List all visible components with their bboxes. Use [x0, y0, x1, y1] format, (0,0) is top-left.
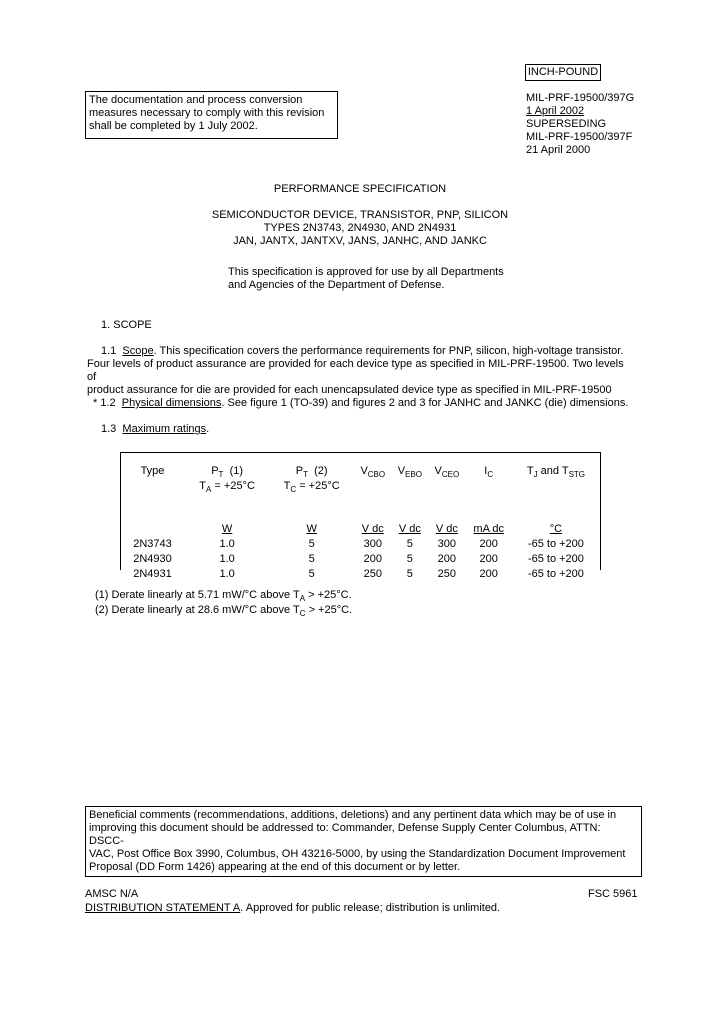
table-cell: 5	[406, 538, 413, 550]
comments-line: VAC, Post Office Box 3990, Columbus, OH 43216-5000, by using the Standardization Document Improvement	[89, 848, 626, 860]
title-block	[160, 183, 560, 248]
table-cell: 5	[308, 553, 315, 565]
superseded-document-date: 21 April 2000	[526, 144, 591, 156]
distribution-text: . Approved for public release; distribution is unlimited.	[240, 902, 501, 914]
unit-cell: °C	[549, 523, 563, 535]
table-cell: -65 to +200	[527, 553, 584, 565]
paragraph-text: . This specification covers the performance requirements for PNP, silicon, high-voltage transistor.	[153, 345, 624, 357]
fsc-label: FSC 5961	[588, 888, 638, 900]
paragraph-text: Four levels of product assurance are provided for each device type as specified in MIL-PRF-19500. Two levels of	[87, 358, 624, 383]
table-cell: 5	[406, 553, 413, 565]
superseded-document-number: MIL-PRF-19500/397F	[526, 131, 633, 143]
header-pt1: $P_T$ (1) $T_A = +25^\circ C$	[199, 465, 255, 494]
table-cell: 200	[363, 553, 382, 565]
unit-cell: mA dc	[473, 523, 504, 535]
conversion-note-line: measures necessary to comply with this revision	[89, 107, 325, 119]
document-number: MIL-PRF-19500/397G	[526, 92, 635, 104]
distribution-statement	[85, 902, 500, 915]
paragraph-number: 1.3	[101, 423, 117, 435]
header-type: Type	[140, 465, 165, 477]
paragraph-text: product assurance for die are provided for each unencapsulated device type as specified in MIL-PRF-19500	[87, 384, 612, 396]
table-row	[120, 552, 600, 567]
unit-cell: V dc	[361, 523, 384, 535]
comments-line: improving this document should be addressed to: Commander, Defense Supply Center Columbus, ATTN: DSCC-	[89, 822, 601, 847]
spec-type-title: PERFORMANCE SPECIFICATION	[273, 183, 447, 195]
table-cell: 250	[437, 568, 457, 580]
header-vebo: $V_{EBO}$	[397, 465, 422, 479]
table-cell: 2N4931	[133, 568, 172, 580]
table-units-row	[120, 502, 600, 537]
table-right-border	[600, 452, 601, 570]
document-identifier-block	[526, 92, 686, 157]
paragraph-title: Maximum ratings	[122, 423, 207, 435]
paragraph-1-3	[101, 423, 209, 436]
table-footnotes	[95, 588, 495, 618]
conversion-note-box	[85, 91, 338, 139]
conversion-note-line: The documentation and process conversion	[89, 94, 303, 106]
table-cell: 1.0	[219, 538, 235, 550]
table-cell: 200	[479, 538, 498, 550]
table-cell: 200	[437, 553, 457, 565]
table-cell: 5	[308, 538, 315, 550]
approval-line: This specification is approved for use by all Departments	[228, 266, 504, 278]
header-vcbo: $V_{CBO}$	[360, 465, 386, 479]
paragraph-number: * 1.2	[93, 397, 116, 409]
comments-line: Beneficial comments (recommendations, additions, deletions) and any pertinent data which may be of use in	[89, 809, 617, 821]
conversion-note-line: shall be completed by 1 July 2002.	[89, 120, 258, 132]
paragraph-title: Physical dimensions	[121, 397, 222, 409]
table-header-row	[120, 453, 600, 503]
document-date: 1 April 2002	[526, 105, 585, 117]
table-cell: 200	[479, 568, 498, 580]
table-cell: 1.0	[219, 553, 235, 565]
table-cell: 2N4930	[133, 553, 172, 565]
section-heading-scope: 1. SCOPE	[101, 319, 152, 331]
footnote-2: (2) Derate linearly at 28.6 mW/°C above $T_C > +25^\circ C$.	[95, 604, 353, 618]
distribution-title: DISTRIBUTION STATEMENT A	[85, 902, 241, 914]
maximum-ratings-table	[120, 452, 600, 582]
table-cell: 250	[363, 568, 382, 580]
table-cell: 300	[363, 538, 382, 550]
table-row	[120, 567, 600, 582]
paragraph-text: .	[206, 423, 210, 435]
paragraph-text: . See figure 1 (TO-39) and figures 2 and 3 for JANHC and JANKC (die) dimensions.	[221, 397, 629, 409]
header-ic: $I_C$	[484, 465, 494, 479]
paragraph-1-1	[87, 345, 627, 397]
header-pt2: $P_T$ (2) $T_C = +25^\circ C$	[283, 465, 340, 494]
paragraph-title: Scope	[122, 345, 154, 357]
unit-cell: V dc	[398, 523, 421, 535]
approval-line: and Agencies of the Department of Defense.	[228, 279, 445, 291]
comments-line: Proposal (DD Form 1426) appearing at the end of this document or by letter.	[89, 861, 461, 873]
device-types-line: TYPES 2N3743, 2N4930, AND 2N4931	[263, 222, 457, 234]
unit-cell: V dc	[435, 523, 458, 535]
table-cell: 300	[437, 538, 457, 550]
paragraph-number: 1.1	[101, 345, 117, 357]
amsc-label: AMSC N/A	[85, 888, 139, 900]
table-cell: -65 to +200	[527, 538, 584, 550]
unit-cell: W	[221, 523, 233, 535]
beneficial-comments-box	[85, 806, 642, 877]
table-cell: 1.0	[219, 568, 235, 580]
table-cell: 2N3743	[133, 538, 172, 550]
superseding-label: SUPERSEDING	[526, 118, 607, 130]
approval-statement	[228, 266, 528, 292]
table-cell: 5	[406, 568, 413, 580]
header-vceo: $V_{CEO}$	[434, 465, 460, 479]
table-cell: 5	[308, 568, 315, 580]
paragraph-1-2	[93, 397, 628, 410]
inch-pound-label: INCH-POUND	[525, 64, 601, 81]
table-cell: -65 to +200	[527, 568, 584, 580]
table-row	[120, 537, 600, 552]
header-tj-tstg: $T_J$ and $T_{STG}$	[526, 465, 586, 479]
quality-levels-line: JAN, JANTX, JANTXV, JANS, JANHC, AND JANKC	[233, 235, 487, 247]
footnote-1: (1) Derate linearly at 5.71 mW/°C above $T_A > +25^\circ C$.	[95, 589, 352, 603]
unit-cell: W	[306, 523, 317, 535]
table-cell: 200	[479, 553, 498, 565]
device-title-line: SEMICONDUCTOR DEVICE, TRANSISTOR, PNP, SILICON	[211, 209, 509, 221]
